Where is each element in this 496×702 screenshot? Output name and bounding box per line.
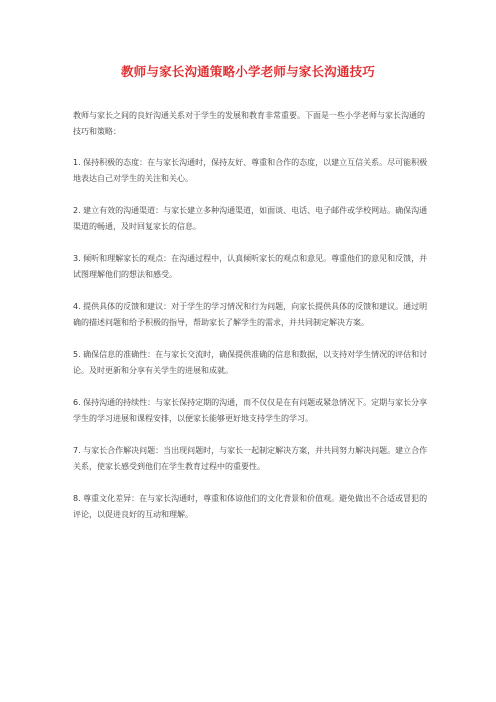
point-5-paragraph: 5. 确保信息的准确性：在与家长交流时，确保提供准确的信息和数据，以支持对学生情况的评估和讨论。及时更新和分享有关学生的进展和成就。 xyxy=(73,350,428,375)
point-8-paragraph: 8. 尊重文化差异：在与家长沟通时，尊重和体谅他们的文化背景和价值观。避免做出不合适或冒犯的评论，以促进良好的互动和理解。 xyxy=(73,494,428,519)
intro-paragraph: 教师与家长之间的良好沟通关系对于学生的发展和教育非常重要。下面是一些小学老师与家长沟通的技巧和策略： xyxy=(73,111,425,136)
point-2-paragraph: 2. 建立有效的沟通渠道：与家长建立多种沟通渠道，如面谈、电话、电子邮件或学校网站。确保沟通渠道的畅通，及时回复家长的信息。 xyxy=(73,206,428,231)
point-1-paragraph: 1. 保持积极的态度：在与家长沟通时，保持友好、尊重和合作的态度，以建立互信关系。尽可能积极地表达自己对学生的关注和关心。 xyxy=(73,158,428,183)
point-3-paragraph: 3. 倾听和理解家长的观点：在沟通过程中，认真倾听家长的观点和意见。尊重他们的意见和反馈，并试图理解他们的想法和感受。 xyxy=(73,254,428,279)
point-7-paragraph: 7. 与家长合作解决问题：当出现问题时，与家长一起制定解决方案，并共同努力解决问题。建立合作关系，使家长感受到他们在学生教育过程中的重要性。 xyxy=(73,446,428,471)
point-4-paragraph: 4. 提供具体的反馈和建议：对于学生的学习情况和行为问题，向家长提供具体的反馈和建议。通过明确的描述问题和给予积极的指导，帮助家长了解学生的需求，并共同制定解决方案。 xyxy=(73,302,428,327)
document-body xyxy=(73,108,429,523)
document-title: 教师与家长沟通策略小学老师与家长沟通技巧 xyxy=(120,64,375,79)
point-6-paragraph: 6. 保持沟通的持续性：与家长保持定期的沟通，而不仅仅是在有问题或紧急情况下。定期与家长分享学生的学习进展和课程安排，以便家长能够更好地支持学生的学习。 xyxy=(73,398,428,423)
